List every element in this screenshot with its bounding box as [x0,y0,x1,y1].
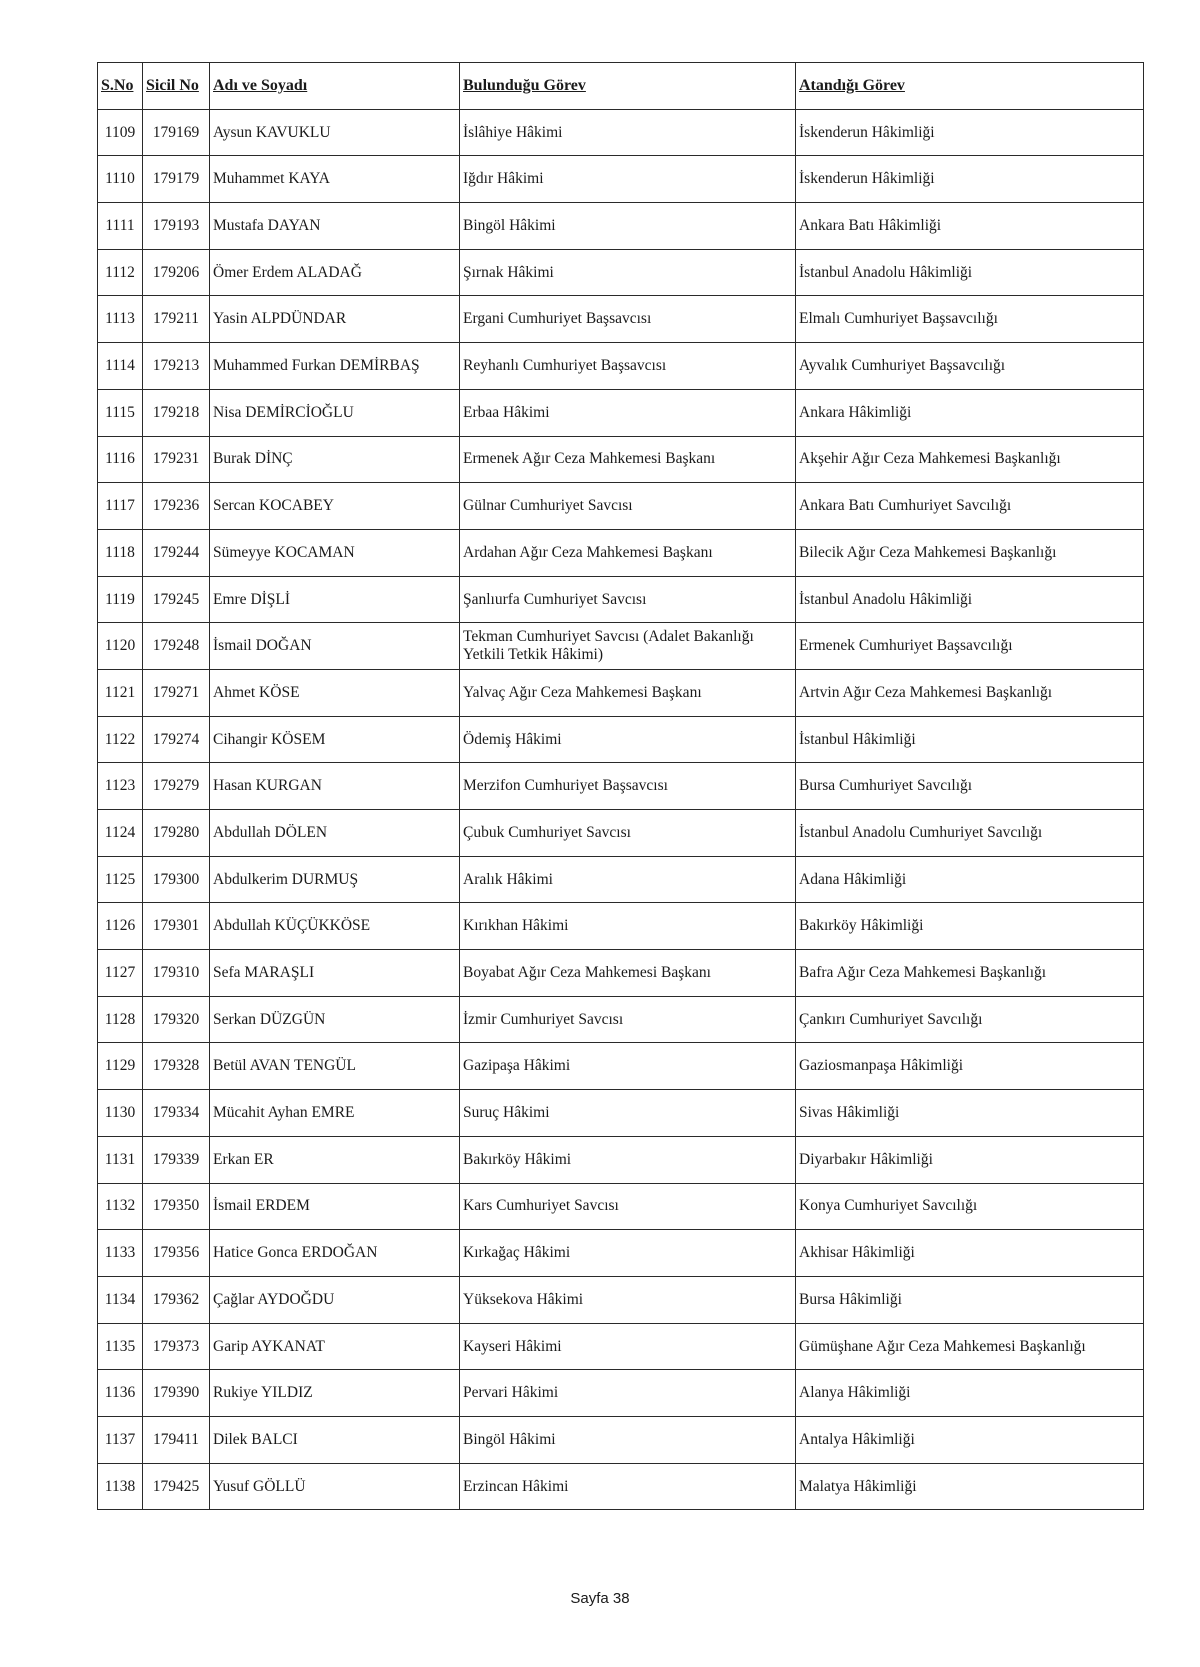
cell-assigned-post: Malatya Hâkimliği [796,1463,1144,1510]
cell-sno: 1138 [98,1463,143,1510]
cell-sno: 1135 [98,1323,143,1370]
cell-current-post: Reyhanlı Cumhuriyet Başsavcısı [460,343,796,390]
cell-sicil: 179280 [143,810,210,857]
cell-current-post: Ardahan Ağır Ceza Mahkemesi Başkanı [460,529,796,576]
cell-name: Hatice Gonca ERDOĞAN [210,1230,460,1277]
cell-sno: 1129 [98,1043,143,1090]
cell-sno: 1136 [98,1370,143,1417]
cell-sicil: 179231 [143,436,210,483]
table-row [98,903,1144,950]
cell-assigned-post: Konya Cumhuriyet Savcılığı [796,1183,1144,1230]
cell-sicil: 179271 [143,669,210,716]
cell-sicil: 179274 [143,716,210,763]
table-row [98,763,1144,810]
table-row [98,109,1144,156]
cell-assigned-post: Sivas Hâkimliği [796,1090,1144,1137]
cell-assigned-post: Bakırköy Hâkimliği [796,903,1144,950]
cell-assigned-post: Elmalı Cumhuriyet Başsavcılığı [796,296,1144,343]
cell-name: Sefa MARAŞLI [210,950,460,997]
cell-sno: 1130 [98,1090,143,1137]
cell-sicil: 179244 [143,529,210,576]
cell-sno: 1115 [98,389,143,436]
cell-sno: 1133 [98,1230,143,1277]
table-row [98,716,1144,763]
table-row [98,156,1144,203]
cell-sicil: 179193 [143,203,210,250]
cell-name: Sümeyye KOCAMAN [210,529,460,576]
cell-current-post: Erbaa Hâkimi [460,389,796,436]
cell-sno: 1123 [98,763,143,810]
table-row [98,996,1144,1043]
cell-current-post: Boyabat Ağır Ceza Mahkemesi Başkanı [460,950,796,997]
cell-sno: 1112 [98,249,143,296]
cell-name: Muhammed Furkan DEMİRBAŞ [210,343,460,390]
cell-sicil: 179390 [143,1370,210,1417]
cell-name: Burak DİNÇ [210,436,460,483]
cell-name: Nisa DEMİRCİOĞLU [210,389,460,436]
cell-assigned-post: Gümüşhane Ağır Ceza Mahkemesi Başkanlığı [796,1323,1144,1370]
cell-sno: 1119 [98,576,143,623]
cell-sicil: 179320 [143,996,210,1043]
cell-sicil: 179218 [143,389,210,436]
table-row [98,1323,1144,1370]
cell-current-post: Erzincan Hâkimi [460,1463,796,1510]
cell-name: Mücahit Ayhan EMRE [210,1090,460,1137]
header-current-post: Bulunduğu Görev [460,63,796,110]
table-row [98,436,1144,483]
table-row [98,856,1144,903]
cell-sno: 1127 [98,950,143,997]
cell-name: Erkan ER [210,1136,460,1183]
cell-sicil: 179350 [143,1183,210,1230]
cell-assigned-post: İstanbul Anadolu Hâkimliği [796,576,1144,623]
cell-name: Rukiye YILDIZ [210,1370,460,1417]
cell-sicil: 179373 [143,1323,210,1370]
table-header-row [98,63,1144,110]
cell-assigned-post: İskenderun Hâkimliği [796,109,1144,156]
cell-name: Ömer Erdem ALADAĞ [210,249,460,296]
cell-assigned-post: Bursa Cumhuriyet Savcılığı [796,763,1144,810]
cell-current-post: Ergani Cumhuriyet Başsavcısı [460,296,796,343]
cell-name: Çağlar AYDOĞDU [210,1276,460,1323]
table-row [98,1043,1144,1090]
cell-current-post: İslâhiye Hâkimi [460,109,796,156]
cell-sicil: 179339 [143,1136,210,1183]
cell-current-post: Pervari Hâkimi [460,1370,796,1417]
cell-current-post: Kayseri Hâkimi [460,1323,796,1370]
table-row [98,669,1144,716]
appointment-table [97,62,1144,1510]
header-sicil: Sicil No [143,63,210,110]
cell-sicil: 179310 [143,950,210,997]
cell-sicil: 179279 [143,763,210,810]
table-row [98,810,1144,857]
cell-current-post: Merzifon Cumhuriyet Başsavcısı [460,763,796,810]
cell-sno: 1113 [98,296,143,343]
cell-sicil: 179425 [143,1463,210,1510]
cell-current-post: Kırkağaç Hâkimi [460,1230,796,1277]
cell-current-post: Ödemiş Hâkimi [460,716,796,763]
cell-sno: 1125 [98,856,143,903]
cell-name: Hasan KURGAN [210,763,460,810]
cell-sno: 1137 [98,1416,143,1463]
cell-name: Aysun KAVUKLU [210,109,460,156]
cell-sno: 1118 [98,529,143,576]
cell-assigned-post: Akhisar Hâkimliği [796,1230,1144,1277]
cell-current-post: Şırnak Hâkimi [460,249,796,296]
cell-sno: 1114 [98,343,143,390]
table-row [98,1090,1144,1137]
cell-name: Serkan DÜZGÜN [210,996,460,1043]
cell-name: Dilek BALCI [210,1416,460,1463]
cell-current-post: Gazipaşa Hâkimi [460,1043,796,1090]
cell-sno: 1110 [98,156,143,203]
cell-sicil: 179169 [143,109,210,156]
cell-sicil: 179236 [143,483,210,530]
table-row [98,203,1144,250]
cell-current-post: Bingöl Hâkimi [460,1416,796,1463]
table-row [98,389,1144,436]
cell-name: Garip AYKANAT [210,1323,460,1370]
table-row [98,343,1144,390]
cell-sicil: 179300 [143,856,210,903]
cell-current-post: Yalvaç Ağır Ceza Mahkemesi Başkanı [460,669,796,716]
cell-sno: 1131 [98,1136,143,1183]
header-name: Adı ve Soyadı [210,63,460,110]
table-row [98,483,1144,530]
cell-name: Abdullah KÜÇÜKKÖSE [210,903,460,950]
cell-current-post: Çubuk Cumhuriyet Savcısı [460,810,796,857]
cell-name: Betül AVAN TENGÜL [210,1043,460,1090]
table-body [98,109,1144,1510]
cell-assigned-post: Ankara Batı Cumhuriyet Savcılığı [796,483,1144,530]
cell-name: Abdullah DÖLEN [210,810,460,857]
cell-current-post: Kırıkhan Hâkimi [460,903,796,950]
cell-sicil: 179179 [143,156,210,203]
table-row [98,623,1144,670]
cell-sno: 1132 [98,1183,143,1230]
cell-current-post: Ermenek Ağır Ceza Mahkemesi Başkanı [460,436,796,483]
cell-sicil: 179206 [143,249,210,296]
cell-sicil: 179213 [143,343,210,390]
cell-sicil: 179334 [143,1090,210,1137]
cell-assigned-post: Bafra Ağır Ceza Mahkemesi Başkanlığı [796,950,1144,997]
header-assigned-post: Atandığı Görev [796,63,1144,110]
cell-assigned-post: İstanbul Hâkimliği [796,716,1144,763]
cell-current-post: Yüksekova Hâkimi [460,1276,796,1323]
table-row [98,296,1144,343]
cell-name: Sercan KOCABEY [210,483,460,530]
cell-name: Yasin ALPDÜNDAR [210,296,460,343]
cell-assigned-post: Akşehir Ağır Ceza Mahkemesi Başkanlığı [796,436,1144,483]
cell-name: İsmail ERDEM [210,1183,460,1230]
cell-sno: 1111 [98,203,143,250]
cell-current-post: Iğdır Hâkimi [460,156,796,203]
cell-name: Mustafa DAYAN [210,203,460,250]
cell-assigned-post: Ermenek Cumhuriyet Başsavcılığı [796,623,1144,670]
cell-name: İsmail DOĞAN [210,623,460,670]
cell-sno: 1109 [98,109,143,156]
cell-sicil: 179245 [143,576,210,623]
header-sno: S.No [98,63,143,110]
cell-sicil: 179248 [143,623,210,670]
cell-sicil: 179362 [143,1276,210,1323]
cell-name: Muhammet KAYA [210,156,460,203]
cell-assigned-post: Bursa Hâkimliği [796,1276,1144,1323]
cell-sno: 1134 [98,1276,143,1323]
cell-sno: 1124 [98,810,143,857]
cell-name: Ahmet KÖSE [210,669,460,716]
cell-assigned-post: İstanbul Anadolu Hâkimliği [796,249,1144,296]
cell-current-post: Suruç Hâkimi [460,1090,796,1137]
cell-sicil: 179328 [143,1043,210,1090]
cell-sicil: 179411 [143,1416,210,1463]
cell-assigned-post: Artvin Ağır Ceza Mahkemesi Başkanlığı [796,669,1144,716]
table-row [98,1230,1144,1277]
cell-assigned-post: Diyarbakır Hâkimliği [796,1136,1144,1183]
cell-assigned-post: Ayvalık Cumhuriyet Başsavcılığı [796,343,1144,390]
table-row [98,1416,1144,1463]
cell-assigned-post: Çankırı Cumhuriyet Savcılığı [796,996,1144,1043]
cell-assigned-post: Ankara Hâkimliği [796,389,1144,436]
cell-assigned-post: Adana Hâkimliği [796,856,1144,903]
cell-sno: 1126 [98,903,143,950]
table-row [98,1183,1144,1230]
cell-name: Cihangir KÖSEM [210,716,460,763]
cell-assigned-post: Alanya Hâkimliği [796,1370,1144,1417]
cell-current-post: İzmir Cumhuriyet Savcısı [460,996,796,1043]
table-row [98,1463,1144,1510]
cell-name: Abdulkerim DURMUŞ [210,856,460,903]
cell-current-post: Gülnar Cumhuriyet Savcısı [460,483,796,530]
cell-current-post: Şanlıurfa Cumhuriyet Savcısı [460,576,796,623]
table-row [98,249,1144,296]
cell-name: Yusuf GÖLLÜ [210,1463,460,1510]
cell-sno: 1121 [98,669,143,716]
cell-assigned-post: Gaziosmanpaşa Hâkimliği [796,1043,1144,1090]
table-row [98,1136,1144,1183]
cell-assigned-post: İstanbul Anadolu Cumhuriyet Savcılığı [796,810,1144,857]
cell-sicil: 179356 [143,1230,210,1277]
table-row [98,1370,1144,1417]
cell-current-post: Bakırköy Hâkimi [460,1136,796,1183]
cell-sno: 1128 [98,996,143,1043]
cell-assigned-post: Antalya Hâkimliği [796,1416,1144,1463]
table-row [98,529,1144,576]
cell-current-post: Bingöl Hâkimi [460,203,796,250]
table-row [98,950,1144,997]
cell-current-post: Aralık Hâkimi [460,856,796,903]
cell-name: Emre DİŞLİ [210,576,460,623]
cell-current-post: Kars Cumhuriyet Savcısı [460,1183,796,1230]
cell-sno: 1122 [98,716,143,763]
cell-assigned-post: Ankara Batı Hâkimliği [796,203,1144,250]
cell-sno: 1116 [98,436,143,483]
cell-sno: 1120 [98,623,143,670]
table-row [98,1276,1144,1323]
cell-sno: 1117 [98,483,143,530]
cell-sicil: 179301 [143,903,210,950]
cell-current-post: Tekman Cumhuriyet Savcısı (Adalet Bakanlığı Yetkili Tetkik Hâkimi) [460,623,796,670]
table-row [98,576,1144,623]
page-number: Sayfa 38 [570,1590,630,1607]
cell-assigned-post: Bilecik Ağır Ceza Mahkemesi Başkanlığı [796,529,1144,576]
cell-assigned-post: İskenderun Hâkimliği [796,156,1144,203]
cell-sicil: 179211 [143,296,210,343]
